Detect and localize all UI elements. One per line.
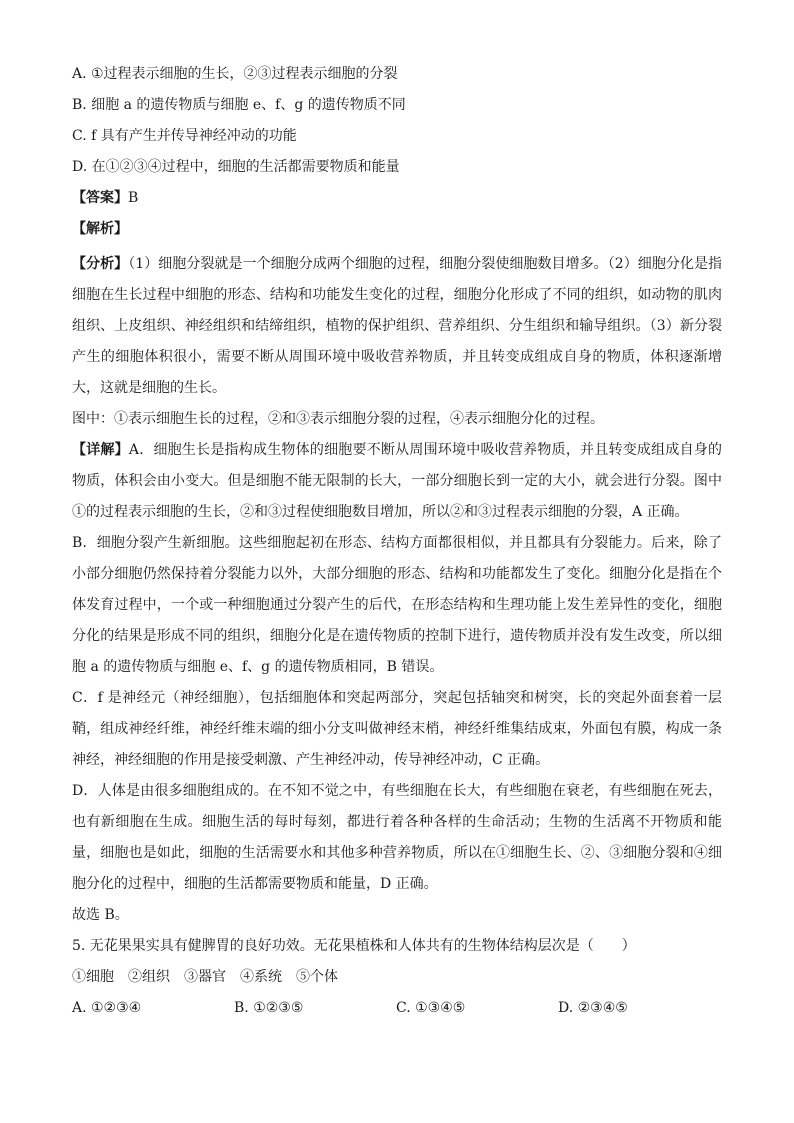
figure-note: 图中：①表示细胞生长的过程，②和③表示细胞分裂的过程，④表示细胞分化的过程。 bbox=[72, 411, 604, 427]
fenxi-text: （1）细胞分裂就是一个细胞分成两个细胞的过程，细胞分裂使细胞数目增多。（2）细胞分化是指细胞在生长过程中细胞的形态、结构和功能发生变化的过程，细胞分化形成了不同的组织，如动物的肌肉组织、上皮组织、神经组织和结缔组织，植物的保护组织、营养组织、分生组织和输导组织。（3）新分裂产生的细胞体积很小，需要不断从周围环境中吸收营养物质，并且转变成组成自身的物质，体积逐渐增大，这就是细胞的生长。 bbox=[72, 256, 723, 396]
analysis-tag: 【解析】 bbox=[72, 221, 128, 237]
q4-option-c: C. f 具有产生并传导神经冲动的功能 bbox=[72, 128, 297, 144]
fenxi-paragraph bbox=[72, 249, 722, 404]
detail-d-paragraph: D．人体是由很多细胞组成的。在不知不觉之中，有些细胞在长大，有些细胞在衰老，有些细胞在死去，也有新细胞在生成。细胞生活的每时每刻，都进行着各种各样的生命活动；生物的生活离不开物质和能量，细胞也是如此，细胞的生活需要水和其他多种营养物质，所以在①细胞生长、②、③细胞分裂和④细胞分化的过程中，细胞的生活都需要物质和能量，D 正确。 bbox=[72, 783, 722, 892]
q5-options bbox=[72, 997, 722, 1019]
detail-c-paragraph: C．f 是神经元（神经细胞），包括细胞体和突起两部分，突起包括轴突和树突，长的突起外面套着一层鞘，组成神经纤维，神经纤维末端的细小分支叫做神经末梢，神经纤维集结成束，外面包有膜，构成一条神经，神经细胞的作用是接受刺激、产生神经冲动，传导神经冲动，C 正确。 bbox=[72, 690, 722, 768]
answer-line bbox=[72, 187, 722, 209]
q5-option-b: B. ①②③⑤ bbox=[234, 1000, 304, 1016]
q5-option-a: A. ①②③④ bbox=[72, 1000, 142, 1016]
q4-option-a: A. ①过程表示细胞的生长，②③过程表示细胞的分裂 bbox=[72, 66, 398, 82]
answer-value: B bbox=[128, 190, 139, 206]
conclusion: 故选 B。 bbox=[72, 907, 129, 923]
q4-option-b: B. 细胞 a 的遗传物质与细胞 e、f、g 的遗传物质不同 bbox=[72, 97, 406, 113]
analysis-heading bbox=[72, 218, 722, 240]
document-page bbox=[72, 63, 722, 1019]
q5-option-d: D. ②③④⑤ bbox=[558, 1000, 628, 1016]
q5-stem: 5. 无花果果实具有健脾胃的良好功效。无花果植株和人体共有的生物体结构层次是（ ） bbox=[72, 938, 636, 954]
answer-tag: 【答案】 bbox=[72, 190, 128, 206]
q4-option-d: D. 在①②③④过程中，细胞的生活都需要物质和能量 bbox=[72, 159, 400, 175]
detail-a-paragraph bbox=[72, 435, 722, 528]
q5-choices: ①细胞 ②组织 ③器官 ④系统 ⑤个体 bbox=[72, 969, 338, 985]
q5-option-c: C. ①③④⑤ bbox=[396, 1000, 466, 1016]
detail-tag: 【详解】 bbox=[72, 442, 129, 458]
detail-b-paragraph: B．细胞分裂产生新细胞。这些细胞起初在形态、结构方面都很相似，并且都具有分裂能力。后来，除了小部分细胞仍然保持着分裂能力以外，大部分细胞的形态、结构和功能都发生了变化。细胞分化是指在个体发育过程中，一个或一种细胞通过分裂产生的后代，在形态结构和生理功能上发生差异性的变化，细胞分化的结果是形成不同的组织，细胞分化是在遗传物质的控制下进行，遗传物质并没有发生改变，所以细胞 a 的遗传物质与细胞 e、f、g 的遗传物质相同，B 错误。 bbox=[72, 535, 722, 675]
detail-a-text: A．细胞生长是指构成生物体的细胞要不断从周围环境中吸收营养物质，并且转变成组成自身的物质，体积会由小变大。但是细胞不能无限制的长大，一部分细胞长到一定的大小，就会进行分裂。图中①的过程表示细胞的生长，②和③过程使细胞数目增加，所以②和③过程表示细胞的分裂，A 正确。 bbox=[72, 442, 723, 520]
fenxi-tag: 【分析】 bbox=[72, 256, 129, 272]
